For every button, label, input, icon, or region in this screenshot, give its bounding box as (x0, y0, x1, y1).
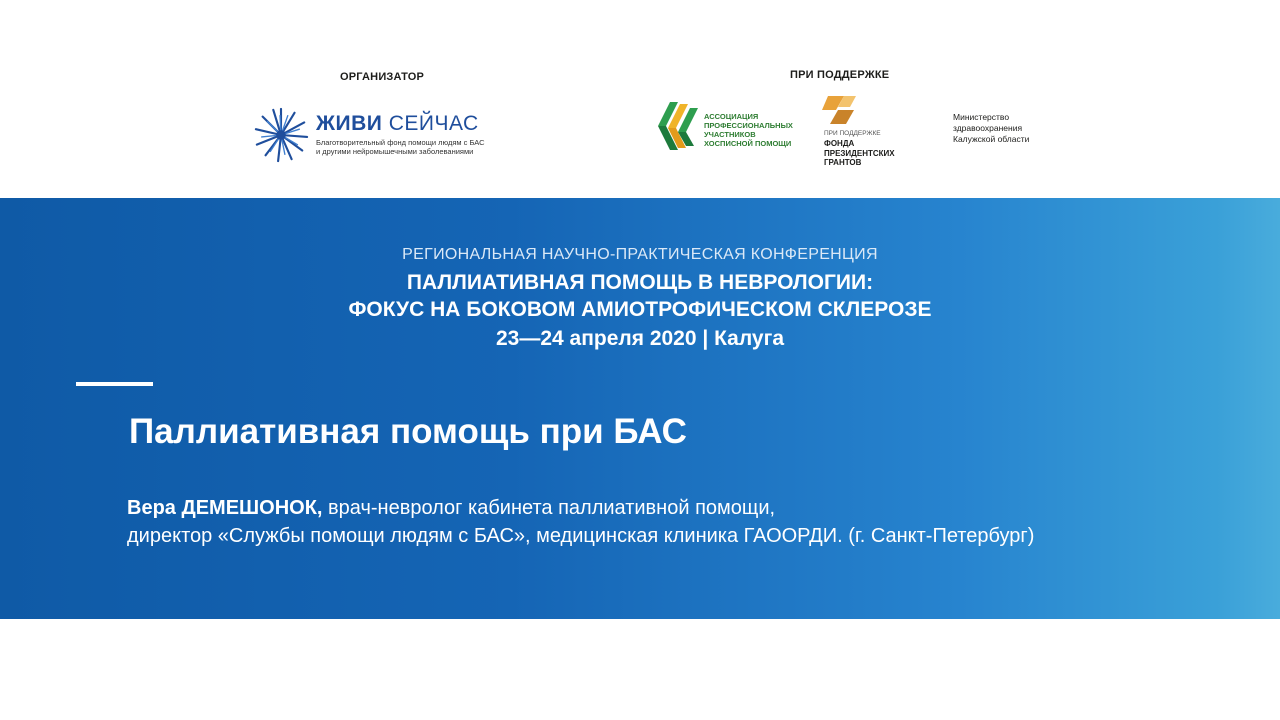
logo-name-light: СЕЙЧАС (388, 112, 479, 135)
ministry-line: Калужской области (953, 134, 1030, 144)
conference-title-line-1: ПАЛЛИАТИВНАЯ ПОМОЩЬ В НЕВРОЛОГИИ: (406, 271, 874, 294)
association-line: ХОСПИСНОЙ ПОМОЩИ (704, 139, 792, 148)
ministry-line: здравоохранения (953, 123, 1023, 133)
speaker-line-2: директор «Службы помощи людям с БАС», медицинская клиника ГАООРДИ. (г. Санкт-Петербург) (127, 525, 1035, 547)
divider-line (76, 382, 153, 386)
fund-small-caption: ПРИ ПОДДЕРЖКЕ (824, 130, 881, 137)
ministry-line: Министерство (953, 112, 1010, 122)
fund-line: ГРАНТОВ (824, 158, 862, 167)
hospice-association-mark-icon (656, 100, 700, 154)
hospice-association-text (704, 112, 794, 148)
tagline-line-2: и другими нейромышечными заболеваниями (316, 147, 474, 156)
tagline-line-1: Благотворительный фонд помощи людям с БАС (316, 138, 485, 147)
logo-name-bold: ЖИВИ (316, 112, 383, 135)
zhivi-seychas-name (316, 112, 479, 136)
speaker-line-1 (127, 494, 1034, 522)
support-caption: ПРИ ПОДДЕРЖКЕ (790, 69, 890, 81)
speaker-name: Вера ДЕМЕШОНОК, (127, 497, 323, 519)
conference-subtitle: РЕГИОНАЛЬНАЯ НАУЧНО-ПРАКТИЧЕСКАЯ КОНФЕРЕНЦИЯ (402, 246, 878, 263)
conference-title-line-2: ФОКУС НА БОКОВОМ АМИОТРОФИЧЕСКОМ СКЛЕРОЗЕ (348, 298, 932, 321)
ministry-of-health-logo (953, 112, 1029, 145)
zhivi-seychas-tagline (316, 138, 496, 156)
sponsors-header (0, 0, 1280, 198)
organizer-caption: ОРГАНИЗАТОР (340, 71, 425, 83)
presidential-grants-mark-icon (822, 96, 858, 126)
association-line: ПРОФЕССИОНАЛЬНЫХ (704, 121, 793, 130)
talk-title: Паллиативная помощь при БАС (129, 412, 687, 451)
speaker-role: врач-невролог кабинета паллиативной помощи, (322, 497, 776, 519)
cornflower-icon (252, 106, 310, 164)
conference-date-place: 23—24 апреля 2020 | Калуга (495, 327, 785, 350)
hospice-association-logo (656, 100, 796, 156)
fund-line: ФОНДА (824, 139, 855, 148)
association-line: АССОЦИАЦИЯ (704, 112, 759, 121)
presidential-grants-logo (822, 96, 932, 170)
fund-name (824, 139, 895, 168)
association-line: УЧАСТНИКОВ (704, 130, 756, 139)
speaker-info (127, 494, 1034, 550)
zhivi-seychas-logo (252, 104, 492, 164)
fund-line: ПРЕЗИДЕНТСКИХ (824, 148, 895, 158)
